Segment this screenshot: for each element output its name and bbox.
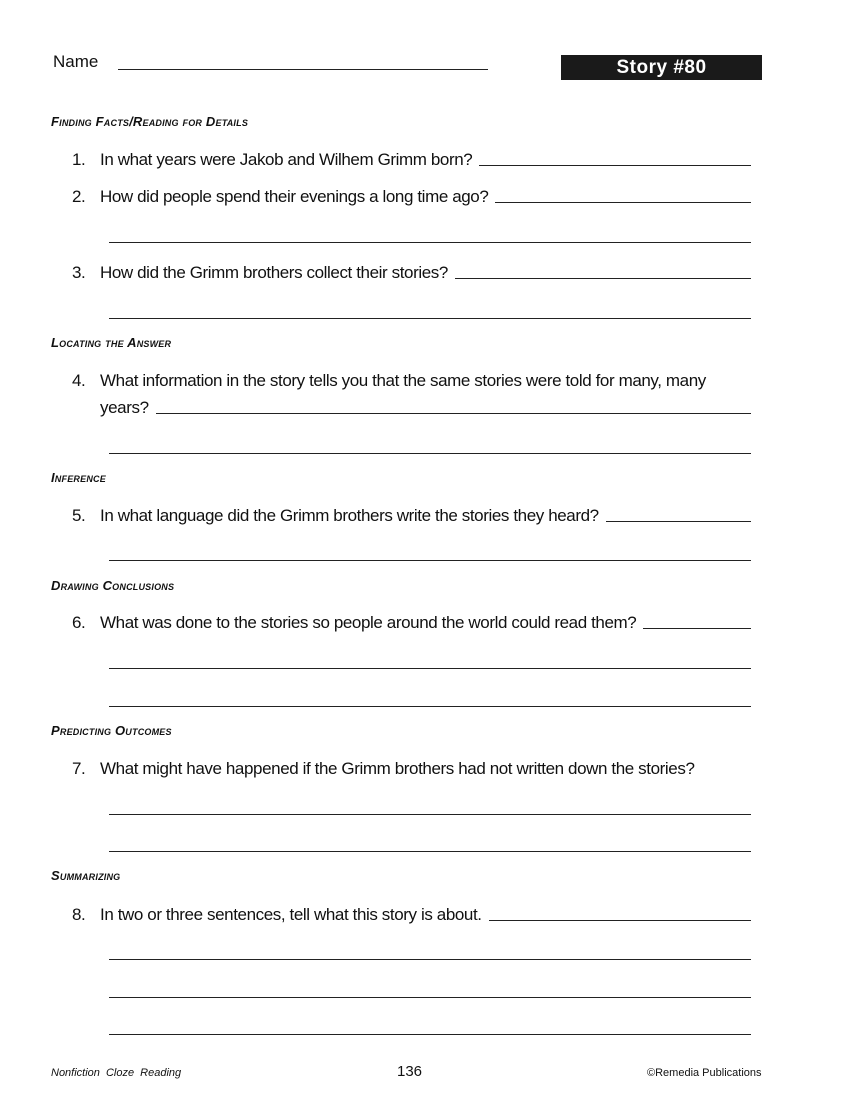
question-number: 8. [72, 905, 86, 924]
answer-line[interactable] [109, 706, 751, 707]
question-5 [72, 506, 751, 526]
question-2 [72, 187, 751, 207]
question-3 [72, 263, 751, 283]
question-4 [72, 371, 751, 391]
question-7 [72, 759, 751, 779]
answer-line[interactable] [109, 814, 751, 815]
question-text: What might have happened if the Grimm brothers had not written down the stories? [100, 759, 695, 778]
section-heading-predicting-outcomes: Predicting Outcomes [51, 723, 172, 738]
question-4-continued [100, 398, 751, 418]
question-number: 5. [72, 506, 86, 525]
section-heading-locating-answer: Locating the Answer [51, 335, 172, 350]
question-6 [72, 613, 751, 633]
answer-line[interactable] [156, 413, 751, 414]
name-label: Name [53, 52, 99, 71]
section-heading-drawing-conclusions: Drawing Conclusions [51, 578, 175, 593]
answer-line[interactable] [495, 202, 751, 203]
section-heading-summarizing: Summarizing [51, 868, 121, 883]
question-text: What information in the story tells you that the same stories were told for many, many [100, 371, 706, 390]
section-heading-inference: Inference [51, 470, 106, 485]
question-text: In what language did the Grimm brothers write the stories they heard? [100, 506, 599, 525]
question-text: In what years were Jakob and Wilhem Grimm born? [100, 150, 473, 169]
answer-line[interactable] [109, 560, 751, 561]
footer-publisher: ©Remedia Publications [647, 1067, 762, 1079]
question-text: How did people spend their evenings a long time ago? [100, 187, 489, 206]
question-number: 7. [72, 759, 86, 778]
answer-line[interactable] [109, 1034, 751, 1035]
question-8 [72, 905, 751, 925]
answer-line[interactable] [606, 521, 751, 522]
answer-line[interactable] [479, 165, 751, 166]
page-number: 136 [397, 1063, 423, 1080]
story-title-badge: Story #80 [561, 55, 762, 80]
answer-line[interactable] [489, 920, 751, 921]
question-text-continued: years? [100, 398, 149, 417]
question-number: 4. [72, 371, 86, 390]
question-text: How did the Grimm brothers collect their stories? [100, 263, 448, 282]
footer-book-title: Nonfiction Cloze Reading [51, 1067, 182, 1079]
answer-line[interactable] [109, 318, 751, 319]
question-text: In two or three sentences, tell what this story is about. [100, 905, 482, 924]
answer-line[interactable] [109, 668, 751, 669]
question-number: 2. [72, 187, 86, 206]
question-number: 1. [72, 150, 86, 169]
name-answer-line[interactable] [118, 69, 488, 70]
answer-line[interactable] [643, 628, 751, 629]
question-1 [72, 150, 751, 170]
answer-line[interactable] [109, 959, 751, 960]
answer-line[interactable] [109, 242, 751, 243]
answer-line[interactable] [109, 997, 751, 998]
question-number: 6. [72, 613, 86, 632]
answer-line[interactable] [455, 278, 751, 279]
question-text: What was done to the stories so people around the world could read them? [100, 613, 637, 632]
answer-line[interactable] [109, 851, 751, 852]
question-number: 3. [72, 263, 86, 282]
section-heading-finding-facts: Finding Facts/Reading for Details [51, 114, 249, 129]
answer-line[interactable] [109, 453, 751, 454]
